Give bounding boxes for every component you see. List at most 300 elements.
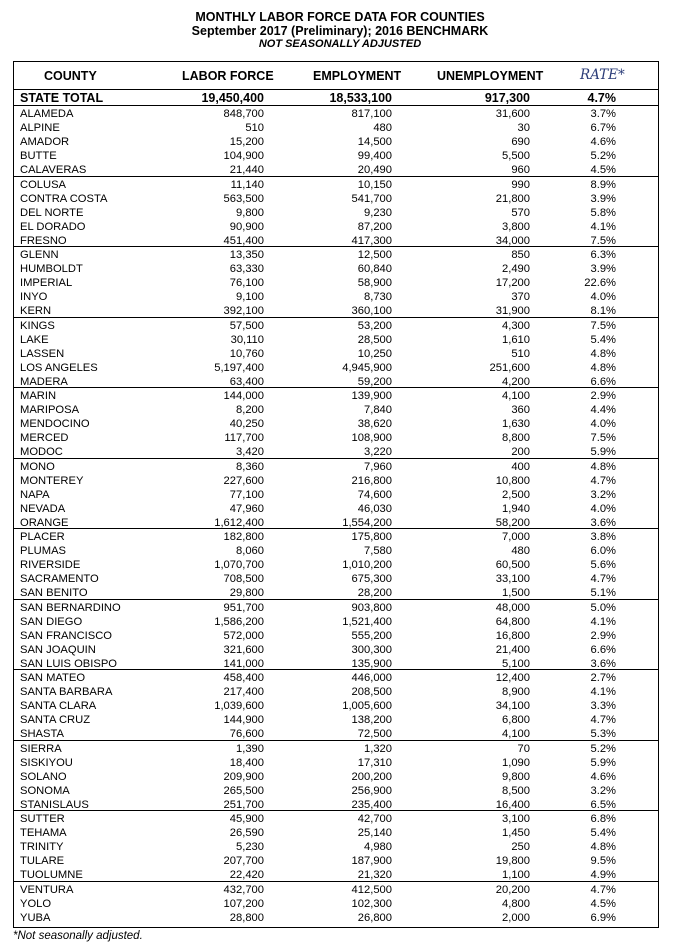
labor-force-cell: 26,590 <box>229 827 264 840</box>
rate-cell: 5.9% <box>590 756 616 769</box>
report-titles <box>0 10 680 51</box>
unemployment-cell: 5,500 <box>502 150 530 163</box>
rate-cell: 7.5% <box>590 234 616 247</box>
unemployment-cell: 31,900 <box>495 305 530 318</box>
unemployment-cell: 48,000 <box>495 601 530 614</box>
labor-force-cell: 117,700 <box>224 432 264 445</box>
rate-cell: 3.7% <box>590 108 616 120</box>
rate-cell: 5.4% <box>590 333 616 346</box>
rate-cell: 4.1% <box>590 220 616 233</box>
table-row <box>14 643 658 657</box>
table-row <box>14 883 658 897</box>
unemployment-cell: 251,600 <box>489 361 530 374</box>
header-employment: EMPLOYMENT <box>313 69 402 83</box>
unemployment-cell: 33,100 <box>495 573 530 586</box>
rate-cell: 5.0% <box>590 601 616 614</box>
labor-force-cell: 227,600 <box>223 474 264 487</box>
table-row <box>14 460 658 474</box>
county-name-cell: LOS ANGELES <box>20 361 98 374</box>
labor-force-cell: 22,420 <box>229 869 264 882</box>
rate-cell: 4.7% <box>590 474 616 487</box>
rate-cell: 5.9% <box>590 446 616 459</box>
labor-force-cell: 510 <box>245 122 264 135</box>
county-name-cell: YUBA <box>20 911 51 924</box>
unemployment-cell: 8,500 <box>502 784 530 797</box>
rate-cell: 5.2% <box>590 742 616 755</box>
table-row <box>14 445 658 459</box>
county-name-cell: SAN DIEGO <box>20 615 83 628</box>
rate-cell: 3.9% <box>590 192 616 205</box>
county-name-cell: AMADOR <box>20 136 70 149</box>
county-group <box>14 388 658 459</box>
county-name-cell: HUMBOLDT <box>20 263 83 276</box>
employment-cell: 28,200 <box>357 587 392 600</box>
county-name-cell: LAKE <box>20 333 49 346</box>
table-row <box>14 586 658 600</box>
table-row <box>14 516 658 530</box>
unemployment-cell: 3,100 <box>502 813 530 825</box>
labor-force-cell: 90,900 <box>229 220 264 233</box>
employment-cell: 38,620 <box>357 418 392 431</box>
state-total-labor-force: 19,450,400 <box>201 91 264 105</box>
table-row <box>14 192 658 206</box>
table-row <box>14 784 658 798</box>
rate-cell: 6.8% <box>590 813 616 825</box>
employment-cell: 555,200 <box>351 629 392 642</box>
rate-cell: 4.8% <box>590 841 616 854</box>
employment-cell: 9,230 <box>364 206 392 219</box>
unemployment-cell: 70 <box>517 742 530 755</box>
county-group <box>14 106 658 177</box>
county-name-cell: PLACER <box>20 531 65 543</box>
unemployment-cell: 1,450 <box>502 827 530 840</box>
employment-cell: 417,300 <box>351 234 392 247</box>
employment-cell: 817,100 <box>351 108 392 120</box>
labor-force-cell: 77,100 <box>229 488 264 501</box>
table-row <box>14 333 658 347</box>
county-name-cell: YOLO <box>20 897 52 910</box>
employment-cell: 1,010,200 <box>342 559 392 572</box>
table-row <box>14 206 658 220</box>
unemployment-cell: 360 <box>511 404 530 417</box>
employment-cell: 99,400 <box>357 150 392 163</box>
table-row <box>14 868 658 882</box>
employment-cell: 42,700 <box>357 813 392 825</box>
footnote: *Not seasonally adjusted. <box>13 930 143 942</box>
rate-cell: 4.5% <box>590 164 616 177</box>
rate-cell: 4.0% <box>590 418 616 431</box>
rate-cell: 5.1% <box>590 587 616 600</box>
unemployment-cell: 17,200 <box>495 277 530 290</box>
rate-cell: 3.2% <box>590 784 616 797</box>
labor-force-cell: 47,960 <box>229 502 264 515</box>
unemployment-cell: 480 <box>511 545 530 558</box>
labor-force-cell: 3,420 <box>236 446 264 459</box>
unemployment-cell: 1,630 <box>502 418 530 431</box>
county-name-cell: TUOLUMNE <box>20 869 83 882</box>
table-row <box>14 812 658 826</box>
employment-cell: 74,600 <box>357 488 392 501</box>
employment-cell: 1,005,600 <box>342 700 392 713</box>
table-row <box>14 276 658 290</box>
unemployment-cell: 4,100 <box>502 390 530 402</box>
unemployment-cell: 20,200 <box>495 883 530 896</box>
county-name-cell: MADERA <box>20 375 68 388</box>
employment-cell: 102,300 <box>351 897 392 910</box>
employment-cell: 208,500 <box>351 686 392 699</box>
unemployment-cell: 1,500 <box>502 587 530 600</box>
unemployment-cell: 16,800 <box>495 629 530 642</box>
county-name-cell: MONTEREY <box>20 474 84 487</box>
labor-force-cell: 28,800 <box>229 911 264 924</box>
employment-cell: 175,800 <box>351 531 392 543</box>
employment-cell: 17,310 <box>357 756 392 769</box>
state-total-row <box>14 90 658 106</box>
county-name-cell: LASSEN <box>20 347 65 360</box>
table-row <box>14 488 658 502</box>
county-name-cell: SANTA BARBARA <box>20 686 113 699</box>
table-row <box>14 544 658 558</box>
labor-force-cell: 10,760 <box>229 347 264 360</box>
employment-cell: 14,500 <box>357 136 392 149</box>
county-name-cell: SUTTER <box>20 813 65 825</box>
rate-cell: 3.6% <box>590 516 616 529</box>
unemployment-cell: 12,400 <box>495 672 530 684</box>
county-group <box>14 741 658 812</box>
county-name-cell: BUTTE <box>20 150 57 163</box>
county-name-cell: GLENN <box>20 249 59 261</box>
rate-cell: 4.4% <box>590 404 616 417</box>
table-row <box>14 629 658 643</box>
rate-cell: 4.1% <box>590 686 616 699</box>
county-group <box>14 177 658 248</box>
table-row <box>14 742 658 756</box>
header-county: COUNTY <box>44 69 97 83</box>
labor-force-cell: 40,250 <box>229 418 264 431</box>
table-row <box>14 727 658 741</box>
rate-cell: 7.5% <box>590 432 616 445</box>
table-row <box>14 770 658 784</box>
employment-cell: 675,300 <box>351 573 392 586</box>
labor-force-cell: 141,000 <box>223 657 264 670</box>
labor-force-cell: 30,110 <box>230 333 264 346</box>
labor-force-cell: 432,700 <box>223 883 264 896</box>
rate-cell: 4.8% <box>590 460 616 473</box>
labor-force-cell: 392,100 <box>223 305 264 318</box>
labor-force-cell: 1,070,700 <box>214 559 264 572</box>
table-header <box>14 62 658 90</box>
county-name-cell: CONTRA COSTA <box>20 192 108 205</box>
table-row <box>14 601 658 615</box>
county-name-cell: KINGS <box>20 319 55 332</box>
labor-force-cell: 63,400 <box>229 375 264 388</box>
header-unemployment: UNEMPLOYMENT <box>437 69 544 83</box>
table-row <box>14 121 658 135</box>
table-row <box>14 798 658 812</box>
county-name-cell: PLUMAS <box>20 545 67 558</box>
rate-cell: 3.9% <box>590 263 616 276</box>
county-name-cell: TULARE <box>20 855 65 868</box>
labor-force-cell: 13,350 <box>229 249 264 261</box>
employment-cell: 480 <box>373 122 392 135</box>
county-name-cell: SAN FRANCISCO <box>20 629 112 642</box>
unemployment-cell: 2,000 <box>502 911 530 924</box>
county-name-cell: INYO <box>20 291 48 304</box>
employment-cell: 46,030 <box>357 502 392 515</box>
unemployment-cell: 690 <box>511 136 530 149</box>
rate-cell: 5.2% <box>590 150 616 163</box>
unemployment-cell: 10,800 <box>495 474 530 487</box>
county-group <box>14 882 658 930</box>
labor-force-cell: 451,400 <box>223 234 264 247</box>
employment-cell: 216,800 <box>351 474 392 487</box>
county-name-cell: SAN BENITO <box>20 587 88 600</box>
table-row <box>14 403 658 417</box>
unemployment-cell: 8,800 <box>502 432 530 445</box>
county-group <box>14 459 658 530</box>
county-name-cell: RIVERSIDE <box>20 559 81 572</box>
employment-cell: 87,200 <box>357 220 392 233</box>
table-row <box>14 417 658 431</box>
county-name-cell: EL DORADO <box>20 220 86 233</box>
employment-cell: 360,100 <box>351 305 392 318</box>
county-name-cell: ORANGE <box>20 516 69 529</box>
county-name-cell: TRINITY <box>20 841 64 854</box>
employment-cell: 12,500 <box>357 249 392 261</box>
county-name-cell: SAN MATEO <box>20 672 86 684</box>
county-name-cell: SANTA CLARA <box>20 700 97 713</box>
rate-cell: 3.3% <box>590 700 616 713</box>
table-row <box>14 615 658 629</box>
labor-force-cell: 1,612,400 <box>214 516 264 529</box>
employment-cell: 25,140 <box>357 827 392 840</box>
unemployment-cell: 34,000 <box>495 234 530 247</box>
employment-cell: 21,320 <box>357 869 392 882</box>
labor-force-table <box>13 61 659 928</box>
table-row <box>14 558 658 572</box>
rate-cell: 2.9% <box>590 629 616 642</box>
employment-cell: 26,800 <box>357 911 392 924</box>
county-name-cell: FRESNO <box>20 234 67 247</box>
employment-cell: 72,500 <box>357 728 392 741</box>
county-group <box>14 318 658 389</box>
state-total-employment: 18,533,100 <box>329 91 392 105</box>
rate-cell: 2.9% <box>590 390 616 402</box>
labor-force-cell: 1,039,600 <box>214 700 264 713</box>
county-name-cell: STANISLAUS <box>20 798 89 811</box>
labor-force-cell: 207,700 <box>223 855 264 868</box>
rate-cell: 8.9% <box>590 178 616 191</box>
employment-cell: 1,521,400 <box>342 615 392 628</box>
rate-cell: 4.7% <box>590 714 616 727</box>
unemployment-cell: 4,100 <box>502 728 530 741</box>
rate-cell: 5.8% <box>590 206 616 219</box>
rate-cell: 4.6% <box>590 770 616 783</box>
rate-cell: 9.5% <box>590 855 616 868</box>
table-row <box>14 135 658 149</box>
table-row <box>14 234 658 248</box>
employment-cell: 1,554,200 <box>342 516 392 529</box>
rate-cell: 6.6% <box>590 375 616 388</box>
employment-cell: 28,500 <box>357 333 392 346</box>
employment-cell: 8,730 <box>364 291 392 304</box>
employment-cell: 7,580 <box>364 545 392 558</box>
table-row <box>14 248 658 262</box>
employment-cell: 135,900 <box>351 657 392 670</box>
employment-cell: 187,900 <box>351 855 392 868</box>
table-row <box>14 262 658 276</box>
rate-cell: 22.6% <box>584 277 616 290</box>
report-title: MONTHLY LABOR FORCE DATA FOR COUNTIES <box>195 10 485 24</box>
employment-cell: 903,800 <box>351 601 392 614</box>
labor-force-cell: 76,100 <box>229 277 264 290</box>
unemployment-cell: 21,800 <box>495 192 530 205</box>
table-row <box>14 290 658 304</box>
county-name-cell: NEVADA <box>20 502 66 515</box>
table-row <box>14 840 658 854</box>
rate-cell: 4.6% <box>590 136 616 149</box>
unemployment-cell: 1,940 <box>502 502 530 515</box>
rate-cell: 4.8% <box>590 361 616 374</box>
table-row <box>14 756 658 770</box>
table-row <box>14 671 658 685</box>
county-name-cell: CALAVERAS <box>20 164 87 177</box>
labor-force-cell: 217,400 <box>223 686 264 699</box>
employment-cell: 108,900 <box>351 432 392 445</box>
table-row <box>14 431 658 445</box>
employment-cell: 60,840 <box>357 263 392 276</box>
unemployment-cell: 5,100 <box>502 657 530 670</box>
unemployment-cell: 850 <box>511 249 530 261</box>
labor-force-cell: 8,060 <box>236 545 264 558</box>
labor-force-cell: 107,200 <box>223 897 264 910</box>
rate-cell: 3.6% <box>590 657 616 670</box>
unemployment-cell: 8,900 <box>502 686 530 699</box>
unemployment-cell: 250 <box>511 841 530 854</box>
labor-force-cell: 5,230 <box>236 841 264 854</box>
labor-force-cell: 144,900 <box>223 714 264 727</box>
rate-cell: 6.5% <box>590 798 616 811</box>
rate-cell: 5.4% <box>590 827 616 840</box>
county-name-cell: ALPINE <box>20 122 60 135</box>
table-row <box>14 375 658 389</box>
labor-force-cell: 57,500 <box>229 319 264 332</box>
unemployment-cell: 400 <box>511 460 530 473</box>
employment-cell: 256,900 <box>351 784 392 797</box>
unemployment-cell: 60,500 <box>495 559 530 572</box>
labor-force-cell: 144,000 <box>223 390 264 402</box>
state-total-unemployment: 917,300 <box>484 91 530 105</box>
unemployment-cell: 4,200 <box>502 375 530 388</box>
employment-cell: 139,900 <box>351 390 392 402</box>
labor-force-cell: 18,400 <box>229 756 264 769</box>
county-group <box>14 529 658 600</box>
table-row <box>14 699 658 713</box>
employment-cell: 10,250 <box>357 347 392 360</box>
unemployment-cell: 1,610 <box>502 333 530 346</box>
employment-cell: 20,490 <box>357 164 392 177</box>
rate-cell: 4.7% <box>590 883 616 896</box>
rate-cell: 7.5% <box>590 319 616 332</box>
labor-force-cell: 563,500 <box>223 192 264 205</box>
employment-cell: 200,200 <box>351 770 392 783</box>
table-row <box>14 319 658 333</box>
table-row <box>14 220 658 234</box>
county-name-cell: SAN BERNARDINO <box>20 601 121 614</box>
employment-cell: 59,200 <box>357 375 392 388</box>
labor-force-cell: 9,100 <box>236 291 264 304</box>
employment-cell: 58,900 <box>357 277 392 290</box>
unemployment-cell: 30 <box>517 122 530 135</box>
labor-force-cell: 8,360 <box>236 460 264 473</box>
county-name-cell: KERN <box>20 305 52 318</box>
labor-force-cell: 708,500 <box>223 573 264 586</box>
employment-cell: 446,000 <box>351 672 392 684</box>
rate-cell: 6.6% <box>590 643 616 656</box>
unemployment-cell: 510 <box>511 347 530 360</box>
county-name-cell: SISKIYOU <box>20 756 73 769</box>
employment-cell: 300,300 <box>351 643 392 656</box>
rate-cell: 6.0% <box>590 545 616 558</box>
labor-force-cell: 458,400 <box>223 672 264 684</box>
county-group <box>14 811 658 882</box>
seasonal-note: NOT SEASONALLY ADJUSTED <box>258 38 422 50</box>
unemployment-cell: 1,090 <box>502 756 530 769</box>
employment-cell: 541,700 <box>351 192 392 205</box>
employment-cell: 4,945,900 <box>342 361 392 374</box>
rate-cell: 6.9% <box>590 911 616 924</box>
county-name-cell: MENDOCINO <box>20 418 90 431</box>
county-group <box>14 247 658 318</box>
table-row <box>14 826 658 840</box>
county-name-cell: SOLANO <box>20 770 67 783</box>
unemployment-cell: 1,100 <box>502 869 530 882</box>
unemployment-cell: 4,300 <box>502 319 530 332</box>
employment-cell: 412,500 <box>351 883 392 896</box>
labor-force-cell: 265,500 <box>223 784 264 797</box>
labor-force-cell: 45,900 <box>229 813 264 825</box>
rate-cell: 4.9% <box>590 869 616 882</box>
table-row <box>14 854 658 868</box>
unemployment-cell: 21,400 <box>495 643 530 656</box>
labor-force-cell: 104,900 <box>223 150 264 163</box>
table-row <box>14 107 658 121</box>
rate-cell: 6.7% <box>590 122 616 135</box>
employment-cell: 4,980 <box>364 841 392 854</box>
county-name-cell: MARIN <box>20 390 57 402</box>
labor-force-cell: 321,600 <box>223 643 264 656</box>
labor-force-cell: 251,700 <box>223 798 264 811</box>
labor-force-cell: 848,700 <box>223 108 264 120</box>
unemployment-cell: 570 <box>511 206 530 219</box>
county-name-cell: SANTA CRUZ <box>20 714 91 727</box>
unemployment-cell: 2,490 <box>502 263 530 276</box>
table-row <box>14 304 658 318</box>
county-name-cell: MODOC <box>20 446 63 459</box>
county-name-cell: COLUSA <box>20 178 67 191</box>
table-row <box>14 389 658 403</box>
county-name-cell: NAPA <box>20 488 50 501</box>
unemployment-cell: 3,800 <box>502 220 530 233</box>
employment-cell: 7,960 <box>364 460 392 473</box>
labor-force-cell: 76,600 <box>229 728 264 741</box>
labor-force-cell: 5,197,400 <box>214 361 264 374</box>
labor-force-cell: 1,390 <box>236 742 264 755</box>
unemployment-cell: 7,000 <box>502 531 530 543</box>
employment-cell: 235,400 <box>351 798 392 811</box>
labor-force-cell: 951,700 <box>223 601 264 614</box>
employment-cell: 138,200 <box>351 714 392 727</box>
